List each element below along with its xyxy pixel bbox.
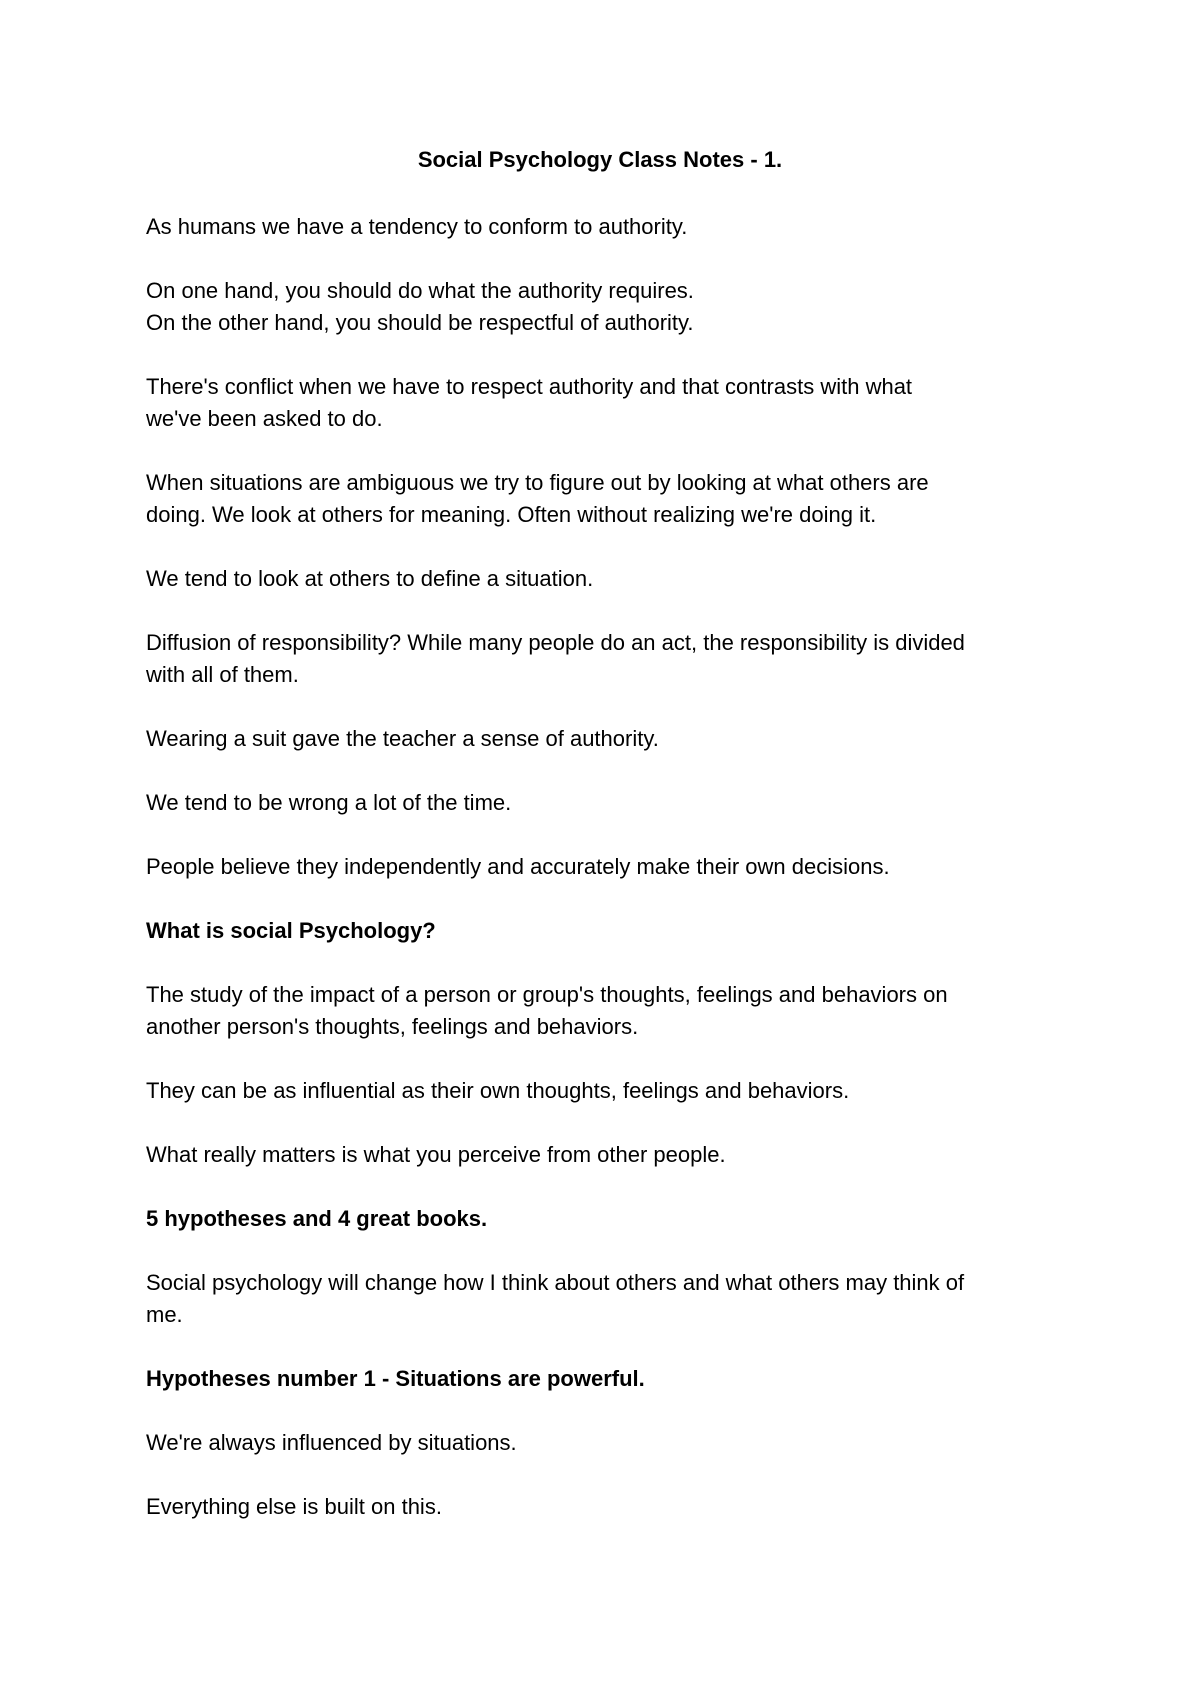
paragraph (146, 563, 1076, 595)
section-heading (146, 915, 1076, 947)
paragraph-line: We tend to be wrong a lot of the time. (146, 790, 512, 815)
section-heading (146, 1363, 1076, 1395)
paragraph (146, 1267, 1076, 1331)
paragraph-line: People believe they independently and accurately make their own decisions. (146, 854, 890, 879)
paragraph (146, 1075, 1076, 1107)
heading-line: What is social Psychology? (146, 918, 436, 943)
paragraph-spacer (146, 755, 1076, 787)
paragraph-spacer (146, 691, 1076, 723)
paragraph-spacer (146, 243, 1076, 275)
paragraph-spacer (146, 883, 1076, 915)
paragraph (146, 211, 1076, 243)
paragraph-line: What really matters is what you perceive from other people. (146, 1142, 726, 1167)
paragraph (146, 1427, 1076, 1459)
paragraph-spacer (146, 531, 1076, 563)
paragraph (146, 467, 1076, 531)
paragraph-line: Social psychology will change how I think about others and what others may think of (146, 1270, 965, 1295)
document-title: Social Psychology Class Notes - 1. (417, 147, 783, 172)
heading-line: Hypotheses number 1 - Situations are powerful. (146, 1366, 645, 1391)
paragraph-spacer (146, 947, 1076, 979)
paragraph (146, 787, 1076, 819)
paragraph-line: we've been asked to do. (146, 406, 383, 431)
paragraph (146, 723, 1076, 755)
paragraph-spacer (146, 339, 1076, 371)
paragraph-line: another person's thoughts, feelings and behaviors. (146, 1014, 639, 1039)
paragraph-spacer (146, 1459, 1076, 1491)
paragraph-line: me. (146, 1302, 183, 1327)
paragraph (146, 275, 1076, 339)
paragraph-line: Wearing a suit gave the teacher a sense of authority. (146, 726, 659, 751)
paragraph-line: On one hand, you should do what the authority requires. (146, 278, 694, 303)
paragraph (146, 371, 1076, 435)
paragraph (146, 1491, 1076, 1523)
paragraph-line: Diffusion of responsibility? While many people do an act, the responsibility is divided (146, 630, 965, 655)
paragraph-spacer (146, 1107, 1076, 1139)
paragraph-line: On the other hand, you should be respectful of authority. (146, 310, 694, 335)
paragraph-line: When situations are ambiguous we try to figure out by looking at what others are (146, 470, 929, 495)
paragraph (146, 979, 1076, 1043)
paragraph-spacer (146, 1171, 1076, 1203)
paragraph-line: Everything else is built on this. (146, 1494, 442, 1519)
paragraph-spacer (146, 1395, 1076, 1427)
section-heading (146, 1203, 1076, 1235)
paragraph (146, 627, 1076, 691)
paragraph-spacer (146, 819, 1076, 851)
paragraph-line: We're always influenced by situations. (146, 1430, 517, 1455)
paragraph-line: We tend to look at others to define a situation. (146, 566, 594, 591)
document-body (146, 211, 1076, 1523)
paragraph-spacer (146, 435, 1076, 467)
paragraph (146, 1139, 1076, 1171)
heading-line: 5 hypotheses and 4 great books. (146, 1206, 488, 1231)
paragraph-spacer (146, 1331, 1076, 1363)
paragraph-line: The study of the impact of a person or group's thoughts, feelings and behaviors on (146, 982, 948, 1007)
paragraph-spacer (146, 1043, 1076, 1075)
paragraph-line: They can be as influential as their own thoughts, feelings and behaviors. (146, 1078, 850, 1103)
paragraph-spacer (146, 1235, 1076, 1267)
paragraph-line: with all of them. (146, 662, 299, 687)
paragraph-line: doing. We look at others for meaning. Often without realizing we're doing it. (146, 502, 877, 527)
paragraph-line: There's conflict when we have to respect authority and that contrasts with what (146, 374, 913, 399)
paragraph-line: As humans we have a tendency to conform to authority. (146, 214, 688, 239)
paragraph (146, 851, 1076, 883)
paragraph-spacer (146, 595, 1076, 627)
